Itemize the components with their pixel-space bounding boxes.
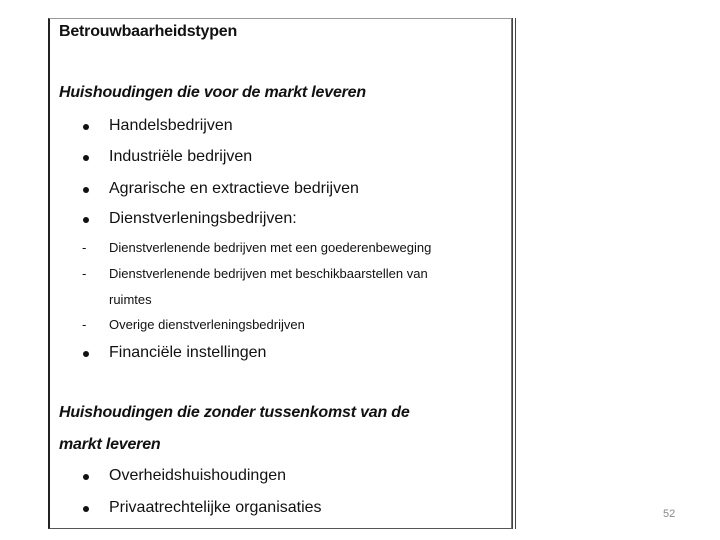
section-heading-market: Huishoudingen die voor de markt leveren bbox=[59, 84, 366, 101]
page-number: 52 bbox=[663, 508, 676, 520]
document-title: Betrouwbaarheidstypen bbox=[59, 23, 238, 40]
dash-icon: - bbox=[82, 317, 87, 332]
list-item-label: Financiële instellingen bbox=[109, 344, 267, 361]
bullet-icon bbox=[83, 506, 89, 512]
list-item-label: Handelsbedrijven bbox=[109, 117, 233, 134]
list-item-label: Privaatrechtelijke organisaties bbox=[109, 499, 322, 516]
list-item-label: Overheidshuishoudingen bbox=[109, 467, 287, 484]
bullet-icon bbox=[83, 217, 89, 223]
document-frame-edge bbox=[515, 18, 516, 529]
sub-list-item-label: Dienstverlenende bedrijven met een goederenbeweging bbox=[109, 240, 432, 255]
sub-list-item-label: Dienstverlenende bedrijven met beschikbaarstellen van bbox=[109, 266, 428, 281]
list-item-label: Agrarische en extractieve bedrijven bbox=[109, 180, 359, 197]
section-heading-non-market-cont: markt leveren bbox=[59, 436, 161, 453]
bullet-icon bbox=[83, 351, 89, 357]
bullet-icon bbox=[83, 155, 89, 161]
bullet-icon bbox=[83, 124, 89, 130]
sub-list-item-label: Overige dienstverleningsbedrijven bbox=[109, 317, 305, 332]
bullet-icon bbox=[83, 187, 89, 193]
section-heading-non-market: Huishoudingen die zonder tussenkomst van de bbox=[59, 404, 410, 421]
dash-icon: - bbox=[82, 266, 87, 281]
sub-list-item-label: ruimtes bbox=[109, 292, 152, 307]
list-item-label: Industriële bedrijven bbox=[109, 148, 253, 165]
dash-icon: - bbox=[82, 240, 87, 255]
bullet-icon bbox=[83, 474, 89, 480]
list-item-label: Dienstverleningsbedrijven: bbox=[109, 210, 297, 227]
document-frame-edge bbox=[512, 18, 513, 529]
